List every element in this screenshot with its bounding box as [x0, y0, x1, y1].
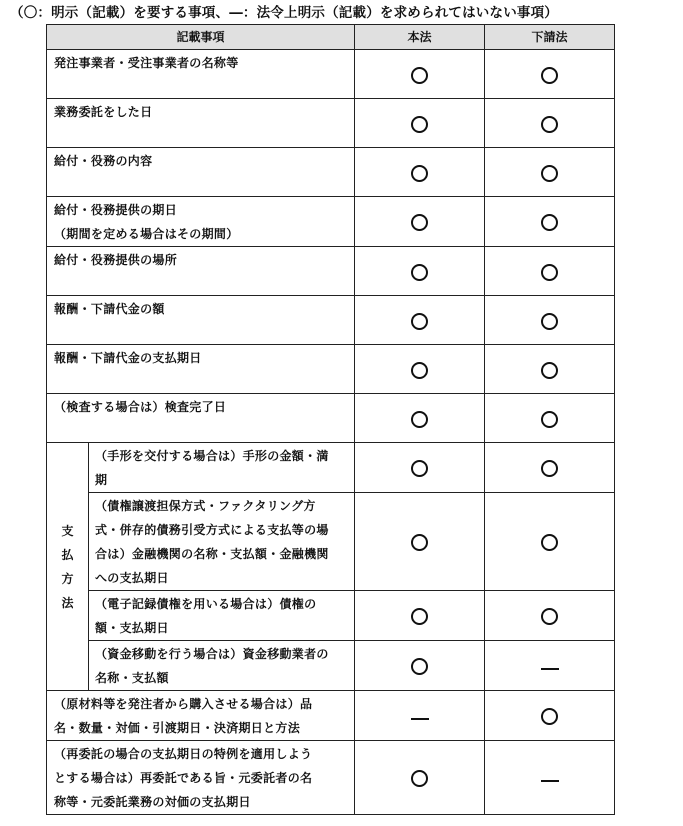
shitauke-cell [485, 591, 615, 641]
circle-mark-icon [541, 313, 558, 330]
shitauke-cell [485, 691, 615, 741]
table-row [47, 641, 615, 691]
table-row [47, 691, 615, 741]
circle-mark-icon [411, 264, 428, 281]
dash-mark-icon [411, 718, 429, 720]
table-row [47, 296, 615, 345]
honpo-cell [355, 394, 485, 443]
dash-mark-icon [541, 668, 559, 670]
row-label: （再委託の場合の支払期日の特例を適用しよう とする場合は）再委託である旨・元委託者の名 称等・元委託業務の対価の支払期日 [47, 741, 355, 815]
row-label: （検査する場合は）検査完了日 [47, 394, 355, 443]
payment-row-label: （債権譲渡担保方式・ファクタリング方 式・併存的債務引受方式による支払等の場 合は）金融機関の名称・支払額・金融機関 への支払期日 [89, 493, 355, 591]
table-row [47, 493, 615, 591]
row-label: 発注事業者・受注事業者の名称等 [47, 50, 355, 99]
row-label: 給付・役務提供の場所 [47, 247, 355, 296]
circle-mark-icon [541, 67, 558, 84]
shitauke-cell [485, 443, 615, 493]
table-row [47, 148, 615, 197]
circle-mark-icon [411, 67, 428, 84]
circle-mark-icon [411, 411, 428, 428]
circle-mark-icon [541, 214, 558, 231]
circle-mark-icon [541, 534, 558, 551]
row-label: 報酬・下請代金の支払期日 [47, 345, 355, 394]
honpo-cell [355, 148, 485, 197]
shitauke-cell [485, 99, 615, 148]
table-row [47, 443, 615, 493]
honpo-cell [355, 345, 485, 394]
honpo-cell [355, 99, 485, 148]
circle-mark-icon [411, 313, 428, 330]
row-label: 給付・役務提供の期日 （期間を定める場合はその期間） [47, 197, 355, 247]
circle-mark-icon [411, 116, 428, 133]
shitauke-cell [485, 148, 615, 197]
legend-text: （〇：明示（記載）を要する事項、―：法令上明示（記載）を求められてはいない事項） [10, 5, 558, 21]
table-row [47, 99, 615, 148]
shitauke-cell [485, 394, 615, 443]
circle-mark-icon [411, 534, 428, 551]
honpo-cell [355, 641, 485, 691]
table-row [47, 197, 615, 247]
shitauke-cell [485, 247, 615, 296]
circle-mark-icon [541, 411, 558, 428]
table-row [47, 50, 615, 99]
payment-row-label: （手形を交付する場合は）手形の金額・満 期 [89, 443, 355, 493]
shitauke-cell [485, 197, 615, 247]
shitauke-cell [485, 345, 615, 394]
circle-mark-icon [541, 264, 558, 281]
header-item: 記載事項 [47, 25, 355, 50]
shitauke-cell [485, 296, 615, 345]
requirements-table [46, 24, 615, 815]
circle-mark-icon [411, 362, 428, 379]
circle-mark-icon [411, 608, 428, 625]
header-honpo: 本法 [355, 25, 485, 50]
honpo-cell [355, 493, 485, 591]
honpo-cell [355, 50, 485, 99]
circle-mark-icon [411, 770, 428, 787]
circle-mark-icon [411, 658, 428, 675]
shitauke-cell [485, 741, 615, 815]
row-label: 給付・役務の内容 [47, 148, 355, 197]
payment-row-label: （電子記録債権を用いる場合は）債権の 額・支払期日 [89, 591, 355, 641]
row-label: 業務委託をした日 [47, 99, 355, 148]
circle-mark-icon [411, 460, 428, 477]
row-label: 報酬・下請代金の額 [47, 296, 355, 345]
table-row [47, 345, 615, 394]
circle-mark-icon [541, 460, 558, 477]
circle-mark-icon [411, 165, 428, 182]
shitauke-cell [485, 493, 615, 591]
table-row [47, 394, 615, 443]
honpo-cell [355, 197, 485, 247]
honpo-cell [355, 247, 485, 296]
table-row [47, 247, 615, 296]
dash-mark-icon [541, 780, 559, 782]
circle-mark-icon [541, 165, 558, 182]
header-row [47, 25, 615, 50]
circle-mark-icon [541, 362, 558, 379]
circle-mark-icon [541, 608, 558, 625]
table-row [47, 591, 615, 641]
honpo-cell [355, 691, 485, 741]
honpo-cell [355, 591, 485, 641]
table-row [47, 741, 615, 815]
shitauke-cell [485, 641, 615, 691]
circle-mark-icon [541, 116, 558, 133]
circle-mark-icon [541, 708, 558, 725]
shitauke-cell [485, 50, 615, 99]
circle-mark-icon [411, 214, 428, 231]
honpo-cell [355, 443, 485, 493]
header-shitauke: 下請法 [485, 25, 615, 50]
honpo-cell [355, 296, 485, 345]
row-label: （原材料等を発注者から購入させる場合は）品 名・数量・対価・引渡期日・決済期日と方法 [47, 691, 355, 741]
payment-method-label: 支 払 方 法 [47, 443, 89, 691]
honpo-cell [355, 741, 485, 815]
payment-row-label: （資金移動を行う場合は）資金移動業者の 名称・支払額 [89, 641, 355, 691]
